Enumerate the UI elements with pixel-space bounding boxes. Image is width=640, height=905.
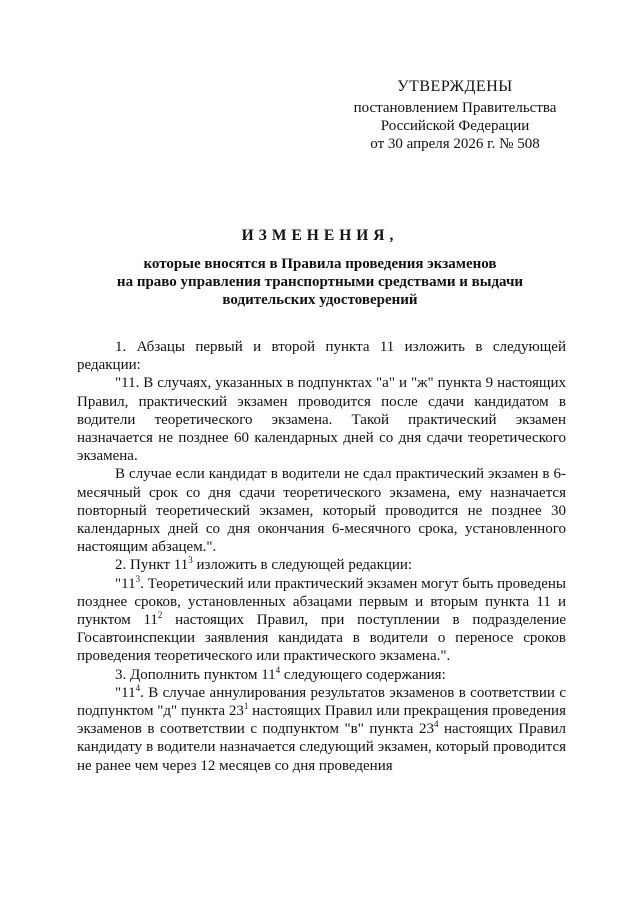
paragraph-7-superscript-1: 4 — [135, 682, 141, 693]
document-body — [77, 338, 566, 775]
paragraph-6-superscript-1: 4 — [275, 664, 281, 675]
approval-block — [330, 78, 580, 153]
paragraph-7-text-c: настоящих Правил или прекращения проведения экзаменов в соответствии с подпунктом "в" пункта 23 — [77, 703, 566, 738]
approval-line-2: Российской Федерации — [380, 118, 530, 134]
paragraph-4-text-b: изложить в следующей редакции: — [192, 557, 413, 574]
paragraph-7-text-a: "11 — [115, 684, 136, 701]
paragraph-4-text-a: 2. Пункт 11 — [115, 557, 189, 574]
paragraph-7-text-d: настоящих Правил кандидату в водители назначается следующий экзамен, который проводится не ранее чем через 12 месяцев со дня проведения — [77, 721, 567, 774]
paragraph-6-text-a: 3. Дополнить пунктом 11 — [115, 666, 276, 683]
paragraph-2: "11. В случаях, указанных в подпунктах "а" и "ж" пункта 9 настоящих Правил, практический экзамен проводится после сдачи кандидатом в водители теоретического экзамена. Такой практический экзамен назначается не позднее 60 календарных дней со дня сдачи теоретического экзамена. — [77, 375, 566, 465]
document-subtitle-line-3: водительских удостоверений — [222, 292, 418, 308]
paragraph-5-text-b: . Теоретический или практический экзамен могут быть проведены позднее сроков, установленных абзацами первым и вторым пункта 11 и пунктом 11 — [77, 575, 566, 629]
paragraph-4-superscript-1: 3 — [188, 555, 193, 566]
document-title: ИЗМЕНЕНИЯ, — [241, 227, 399, 244]
paragraph-5-superscript-1: 3 — [135, 573, 141, 584]
document-subtitle-line-2: на право управления транспортными средствами и выдачи — [116, 274, 524, 290]
paragraph-5-text-a: "11 — [115, 575, 136, 592]
paragraph-1: 1. Абзацы первый и второй пункта 11 изложить в следующей редакции: — [77, 339, 566, 374]
approval-heading: УТВЕРЖДЕНЫ — [397, 78, 513, 95]
paragraph-6 — [77, 666, 566, 684]
paragraph-7-superscript-2: 1 — [243, 701, 249, 712]
paragraph-6-text-b: следующего содержания: — [280, 666, 446, 683]
paragraph-5 — [77, 575, 566, 666]
paragraph-7 — [77, 684, 566, 775]
paragraph-5-superscript-2: 2 — [157, 610, 163, 621]
document-title-block — [80, 227, 560, 309]
paragraph-7-superscript-3: 4 — [433, 719, 439, 730]
paragraph-3: В случае если кандидат в водители не сдал практический экзамен в 6-месячный срок со дня сдачи теоретического экзамена, ему назначается повторный теоретический экзамен, который проводится не позднее 30 календарных дней со дня окончания 6-месячного срока, установленного настоящим абзацем.". — [77, 466, 566, 556]
paragraph-5-text-c: настоящих Правил, при поступлении в подразделение Госавтоинспекции заявления кандидата в водители о переносе сроков проведения теоретического или практического экзамена.". — [77, 612, 567, 665]
approval-line-1: постановлением Правительства — [353, 100, 557, 116]
paragraph-7-text-b: . В случае аннулирования результатов экзаменов в соответствии с подпунктом "д" пункта 23 — [77, 684, 566, 720]
document-subtitle-line-1: которые вносятся в Правила проведения экзаменов — [143, 256, 497, 272]
approval-line-3: от 30 апреля 2026 г. № 508 — [370, 136, 540, 152]
paragraph-4 — [77, 556, 566, 574]
